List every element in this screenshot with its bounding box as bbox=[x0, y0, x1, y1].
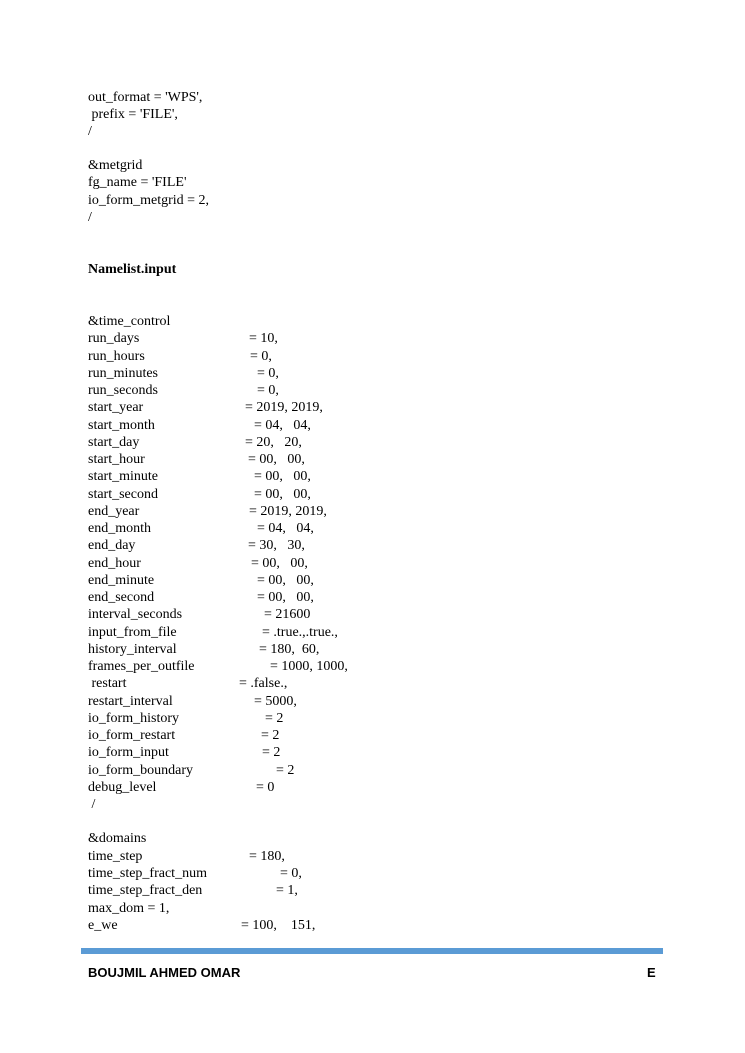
param-key: input_from_file bbox=[88, 625, 177, 640]
namelist-line: fg_name = 'FILE' bbox=[88, 175, 187, 190]
param-value: = 0 bbox=[256, 780, 275, 795]
param-value: = 0, bbox=[280, 866, 302, 881]
namelist-line: out_format = 'WPS', bbox=[88, 90, 203, 105]
param-value: = 20, 20, bbox=[245, 435, 302, 450]
namelist-line: / bbox=[88, 124, 92, 139]
param-key: start_day bbox=[88, 435, 140, 450]
param-key: time_step_fract_num bbox=[88, 866, 207, 881]
domains-header: &domains bbox=[88, 831, 147, 846]
param-key: time_step_fract_den bbox=[88, 883, 203, 898]
param-value: = 2 bbox=[265, 711, 284, 726]
param-value: = 5000, bbox=[254, 694, 297, 709]
param-value: = 2 bbox=[276, 763, 295, 778]
param-value: = 180, bbox=[249, 849, 285, 864]
param-key: io_form_history bbox=[88, 711, 179, 726]
param-key: restart_interval bbox=[88, 694, 173, 709]
param-value: = 180, 60, bbox=[259, 642, 320, 657]
param-key: history_interval bbox=[88, 642, 177, 657]
param-key: end_hour bbox=[88, 556, 141, 571]
footer-page-marker: E bbox=[647, 965, 656, 980]
param-value: = 0, bbox=[257, 366, 279, 381]
param-value: = 00, 00, bbox=[254, 469, 311, 484]
param-key: start_hour bbox=[88, 452, 145, 467]
param-key: debug_level bbox=[88, 780, 157, 795]
param-key: end_month bbox=[88, 521, 151, 536]
param-key: start_second bbox=[88, 487, 158, 502]
param-value: = 0, bbox=[257, 383, 279, 398]
param-value: = 00, 00, bbox=[257, 573, 314, 588]
param-key: end_second bbox=[88, 590, 155, 605]
section-heading: Namelist.input bbox=[88, 262, 177, 277]
param-key: run_days bbox=[88, 331, 140, 346]
param-key: max_dom = 1, bbox=[88, 901, 170, 916]
param-value: = 1, bbox=[276, 883, 298, 898]
param-key: run_hours bbox=[88, 349, 145, 364]
footer-rule bbox=[81, 948, 663, 954]
time-control-end: / bbox=[88, 797, 96, 812]
namelist-line: io_form_metgrid = 2, bbox=[88, 193, 210, 208]
param-key: io_form_boundary bbox=[88, 763, 193, 778]
param-key: start_year bbox=[88, 400, 144, 415]
param-value: = .true.,.true., bbox=[262, 625, 338, 640]
param-key: time_step bbox=[88, 849, 143, 864]
param-key: io_form_input bbox=[88, 745, 169, 760]
param-key: io_form_restart bbox=[88, 728, 176, 743]
param-value: = 2019, 2019, bbox=[249, 504, 327, 519]
param-value: = 0, bbox=[250, 349, 272, 364]
param-key: end_year bbox=[88, 504, 140, 519]
param-key: start_month bbox=[88, 418, 155, 433]
namelist-line: prefix = 'FILE', bbox=[88, 107, 178, 122]
param-key: interval_seconds bbox=[88, 607, 183, 622]
param-key: start_minute bbox=[88, 469, 158, 484]
param-value: = 100, 151, bbox=[241, 918, 316, 933]
param-value: = 00, 00, bbox=[254, 487, 311, 502]
param-key: e_we bbox=[88, 918, 118, 933]
param-value: = 00, 00, bbox=[248, 452, 305, 467]
param-value: = 04, 04, bbox=[254, 418, 311, 433]
param-value: = 00, 00, bbox=[251, 556, 308, 571]
param-value: = 2019, 2019, bbox=[245, 400, 323, 415]
param-key: end_day bbox=[88, 538, 136, 553]
param-value: = 21600 bbox=[264, 607, 311, 622]
param-value: = 2 bbox=[262, 745, 281, 760]
namelist-line: / bbox=[88, 210, 92, 225]
param-value: = 10, bbox=[249, 331, 278, 346]
time-control-header: &time_control bbox=[88, 314, 171, 329]
param-key: run_minutes bbox=[88, 366, 158, 381]
param-key: frames_per_outfile bbox=[88, 659, 195, 674]
namelist-line: &metgrid bbox=[88, 158, 143, 173]
footer-author: BOUJMIL AHMED OMAR bbox=[88, 965, 241, 980]
param-key: run_seconds bbox=[88, 383, 158, 398]
param-value: = 30, 30, bbox=[248, 538, 305, 553]
param-value: = 1000, 1000, bbox=[270, 659, 348, 674]
param-value: = 04, 04, bbox=[257, 521, 314, 536]
param-value: = 00, 00, bbox=[257, 590, 314, 605]
param-key: restart bbox=[88, 676, 127, 691]
param-value: = 2 bbox=[261, 728, 280, 743]
param-value: = .false., bbox=[239, 676, 288, 691]
param-key: end_minute bbox=[88, 573, 155, 588]
